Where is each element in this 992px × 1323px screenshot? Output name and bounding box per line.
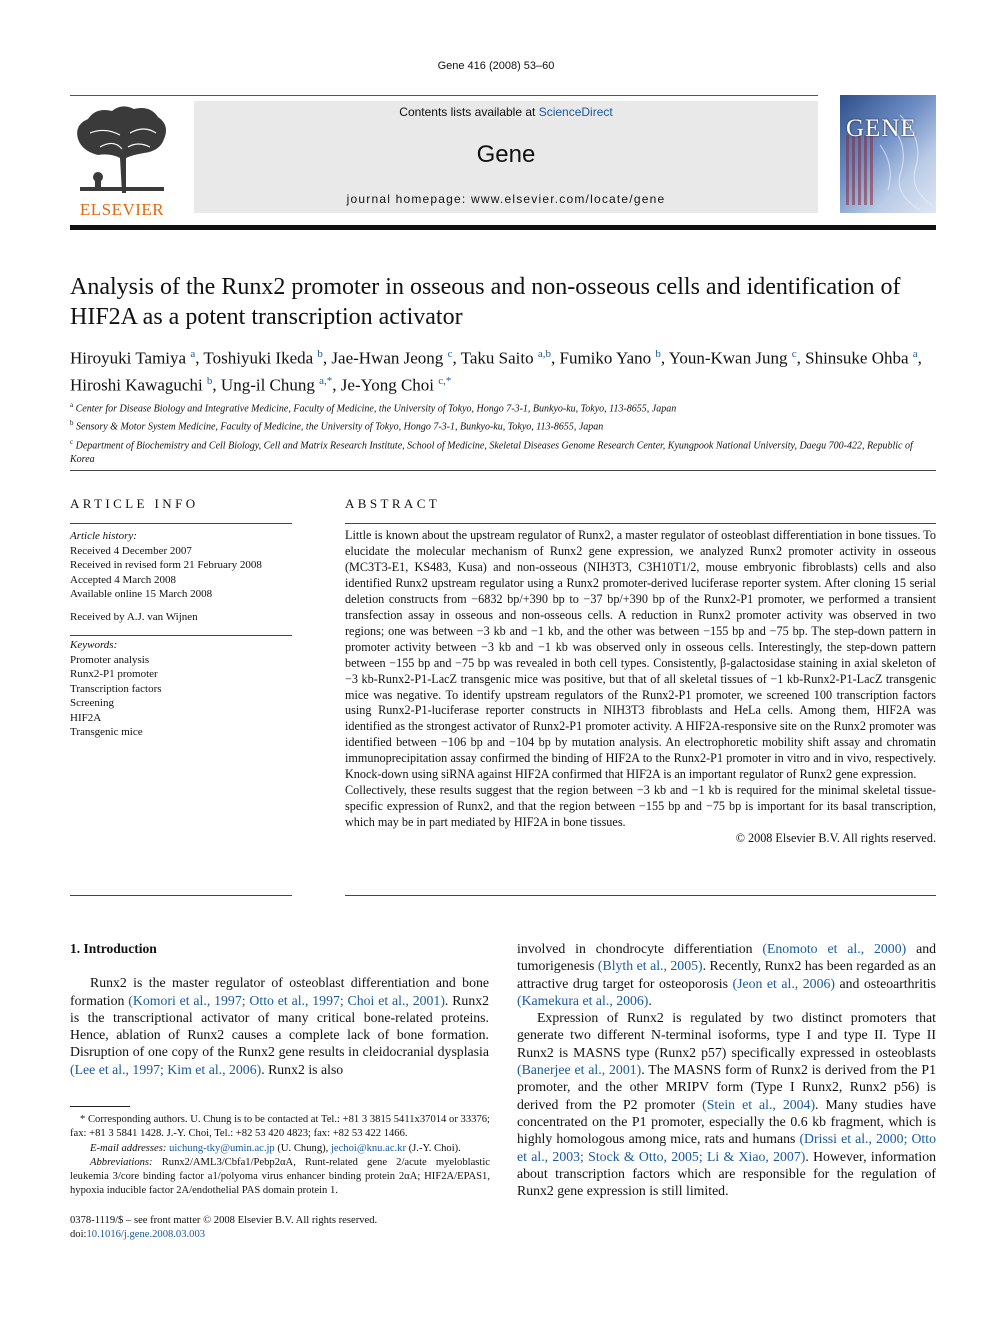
author-affiliation-marker[interactable]: a bbox=[912, 348, 918, 360]
article-info-heading: ARTICLE INFO bbox=[70, 496, 199, 511]
section-heading-introduction: 1. Introduction bbox=[70, 941, 157, 956]
author-list: Hiroyuki Tamiya $^a$, Toshiyuki Ikeda $^b$, Jae-Hwan Jeong $^c$, Taku Saito $^{a,b}$, Fumiko Yano $^b$, Youn-Kwan Jung $^c$, Shinsuke Ohba $^a$, Hiroshi Kawaguchi $^b$, Ung-il Chung $^{a,*}$, Je-Yong Choi $^{c,*}$ bbox=[70, 348, 922, 395]
journal-banner bbox=[194, 101, 818, 213]
journal-cover[interactable] bbox=[840, 95, 936, 213]
body-text: . However, information about transcription factors which are responsible for the regulation of Runx2 gene expression is still limited. bbox=[517, 1148, 936, 1199]
keywords-rule bbox=[70, 635, 292, 636]
reference-link[interactable]: (Stein et al., 2004) bbox=[702, 1096, 816, 1112]
elsevier-tree-icon bbox=[70, 103, 174, 195]
email-link[interactable]: jechoi@knu.ac.kr bbox=[330, 1142, 406, 1154]
reference-link[interactable]: (Drissi et al., 2000; Otto et al., 2003; Stock & Otto, 2005; Li & Xiao, 2007) bbox=[517, 1131, 937, 1164]
cover-pattern-icon bbox=[840, 95, 936, 213]
footnote-rule bbox=[70, 1106, 130, 1107]
author-name: Hiroshi Kawaguchi bbox=[70, 375, 203, 395]
corresponding-author-note: * Corresponding authors. U. Chung is to be contacted at Tel.: +81 3 3815 5411x37014 or 33376; fax: +81 3 5841 1428. J.-Y. Choi, Tel.: +82 53 420 4823; fax: +82 53 422 1466. bbox=[70, 1114, 490, 1140]
abstract-paragraph-2: Collectively, these results suggest that the region between −3 kb and −1 kb is required for the minimal skeletal tissue-specific expression of Runx2, and that the region between −155 bp and −75 bp is important for its basal transcription, which may be in part mediated by HIF2A in bone tissues. bbox=[345, 783, 936, 830]
reference-link[interactable]: (Lee et al., 1997; Kim et al., 2006) bbox=[70, 1061, 262, 1077]
doi-link[interactable]: 10.1016/j.gene.2008.03.003 bbox=[86, 1229, 206, 1241]
history-item-received: Received 4 December 2007 bbox=[70, 544, 192, 557]
body-text: . bbox=[648, 992, 652, 1008]
history-item-revised: Received in revised form 21 February 2008 bbox=[70, 559, 262, 571]
affiliation-text: Sensory & Motor System Medicine, Faculty of Medicine, the University of Tokyo, Hongo 7-3-1, Bunkyo-ku, Tokyo, 113-8655, Japan bbox=[76, 421, 604, 433]
keywords-label: Keywords: bbox=[70, 639, 118, 651]
affiliation-list bbox=[70, 398, 936, 467]
article-info-rule bbox=[70, 523, 292, 524]
author-name: Taku Saito bbox=[460, 348, 534, 368]
author-name: Hiroyuki Tamiya bbox=[70, 348, 187, 368]
intro-text: . Runx2 is the transcriptional activator of many critical bone-related proteins. Hence, ablation of Runx2 causes a complete lack of bone formation. Disruption of one copy of the Runx2 gene results in cleidocranial dysplasia bbox=[70, 992, 490, 1060]
sciencedirect-link[interactable]: ScienceDirect bbox=[538, 105, 613, 119]
abstract-rule bbox=[345, 523, 936, 524]
abbreviations-label: Abbreviations: bbox=[90, 1156, 162, 1168]
left-column bbox=[70, 940, 489, 1078]
received-by: Received by A.J. van Wijnen bbox=[70, 610, 198, 623]
author-affiliation-marker[interactable]: b bbox=[317, 348, 323, 360]
footnotes bbox=[70, 1113, 490, 1199]
affiliation-text: Department of Biochemistry and Cell Biology, Cell and Matrix Research Institute, School of Medicine, Skeletal Diseases Genome Research Center, Kyungpook National University, Daegu 700-422, Republic of Korea bbox=[70, 439, 913, 465]
reference-link[interactable]: (Banerjee et al., 2001) bbox=[517, 1062, 642, 1078]
reference-link[interactable]: (Enomoto et al., 2000) bbox=[762, 941, 907, 956]
author-name: Jae-Hwan Jeong bbox=[331, 348, 444, 368]
body-text: and tumorigenesis bbox=[517, 941, 937, 974]
abstract-heading: ABSTRACT bbox=[345, 496, 441, 511]
keyword-item: HIF2A bbox=[70, 711, 102, 724]
author-affiliation-marker[interactable]: a,b bbox=[537, 348, 551, 360]
keyword-item: Transgenic mice bbox=[70, 726, 143, 738]
affiliation-text: Center for Disease Biology and Integrative Medicine, Faculty of Medicine, the University of Tokyo, Hongo 7-3-1, Bunkyo-ku, Tokyo, 113-8655, Japan bbox=[75, 403, 677, 415]
intro-paragraph bbox=[70, 974, 489, 1078]
history-item-accepted: Accepted 4 March 2008 bbox=[70, 573, 176, 586]
author-name: Youn-Kwan Jung bbox=[668, 348, 788, 368]
affiliation-item bbox=[70, 435, 936, 467]
journal-citation: Gene 416 (2008) 53–60 bbox=[437, 60, 555, 72]
doi-label: doi: bbox=[70, 1229, 87, 1241]
header-thick-rule bbox=[70, 225, 936, 230]
author-affiliation-marker[interactable]: a bbox=[190, 348, 196, 360]
front-matter bbox=[70, 1214, 490, 1243]
author-affiliation-marker[interactable]: a,* bbox=[319, 374, 333, 387]
keyword-item: Promoter analysis bbox=[70, 653, 150, 666]
email-label: E-mail addresses: bbox=[90, 1142, 170, 1154]
author-affiliation-marker[interactable]: b bbox=[206, 374, 213, 387]
affiliation-marker: c bbox=[70, 437, 74, 446]
article-title: Analysis of the Runx2 promoter in osseous and non-osseous cells and identification of HIF2A as a potent transcription activator bbox=[70, 274, 901, 330]
body-text: involved in chondrocyte differentiation bbox=[517, 941, 763, 956]
banner-top-rule bbox=[70, 95, 818, 96]
reference-link[interactable]: (Jeon et al., 2006) bbox=[732, 975, 835, 991]
abbreviations-text: Runx2/AML3/Cbfa1/Pebp2αA, Runt-related gene 2/acute myeloblastic leukemia 3/core binding factor a1/polyoma virus enhancer binding protein 2αA; HIF2A/EPAS1, hypoxia inducible factor 2A/endothelial PAS domain protein 1. bbox=[70, 1156, 491, 1197]
email-note bbox=[70, 1142, 490, 1156]
abstract-copyright: © 2008 Elsevier B.V. All rights reserved. bbox=[735, 831, 936, 846]
email-link[interactable]: uichung-tky@umin.ac.jp bbox=[169, 1142, 275, 1154]
affiliation-marker: a bbox=[70, 401, 74, 409]
issn-line: 0378-1119/$ – see front matter © 2008 Elsevier B.V. All rights reserved. bbox=[70, 1215, 378, 1226]
elsevier-wordmark: ELSEVIER bbox=[79, 200, 165, 219]
author-name: Je-Yong Choi bbox=[340, 375, 435, 395]
body-paragraph bbox=[517, 1009, 936, 1199]
journal-name: Gene bbox=[476, 141, 536, 168]
reference-link[interactable]: (Kamekura et al., 2006) bbox=[517, 992, 649, 1008]
abstract-body bbox=[345, 528, 936, 847]
author-affiliation-marker[interactable]: c bbox=[791, 348, 797, 360]
intro-text: Runx2 is the master regulator of osteoblast differentiation and bone formation bbox=[70, 975, 489, 1008]
email-owner: (J.-Y. Choi). bbox=[406, 1142, 461, 1154]
email-owner: (U. Chung), bbox=[274, 1142, 331, 1154]
contents-prefix: Contents lists available at bbox=[399, 105, 539, 119]
keyword-item: Runx2-P1 promoter bbox=[70, 668, 158, 680]
abstract-paragraph-1: Little is known about the upstream regulator of Runx2, a master regulator of osteoblast differentiation in bone tissues. To elucidate the molecular mechanism of Runx2 gene expression, we analyzed Runx2 promoter activity in osseous (MC3T3-E1, KS483, Kusa) and non-osseous (NIH3T3, C3H10T1/2, mouse embryonic fibroblasts) cells and also identified Runx2 upstream regulator using a Runx2 promoter-derived luciferase reporter system. After cloning 15 serial deletion constructs from −6832 bp/+390 bp to −37 bp/+390 bp of the Runx2-P1 promoter, we performed a transient transfection assay in osseous and non-osseous cells. A reduction in Runx2 promoter activity was observed in two regions; one was between −3 kb and −1 kb, and the other was between −155 bp and −75 bp. The step-down pattern in promoter activity between −3 kb and −1 kb was observed only in osseous cells. Interestingly, the step-down pattern between −155 bp and −75 bp was revealed in both cell types. Consistently, β-galactosidase staining in axial skeleton of −3 kb-Runx2-P1-LacZ transgenic mice was positive, but that of all skeletal tissues of −1 kb-Runx2-P1-LacZ transgenic mice was negative. To identify upstream regulators of the Runx2-P1 promoter, we screened 100 transcription factors using Runx2-P1-luciferase reporter constructs in NIH3T3 fibroblasts and HeLa cells. Among them, HIF2A was identified as the strongest activator of Runx2-P1 promoter activity. A HIF2A-responsive site on the Runx2 promoter was identified between −106 bp and −104 bp by mutation analysis. An electrophoretic mobility shift assay and chromatin immunoprecipitation assay confirmed the binding of HIF2A to the Runx2-P1 promoter in vitro and in vivo, respectively. Knock-down using siRNA against HIF2A confirmed that HIF2A is an important regulator of Runx2 gene expression. bbox=[345, 528, 936, 782]
cover-title: GENE bbox=[846, 115, 917, 142]
keywords-block bbox=[70, 638, 292, 740]
journal-homepage[interactable]: journal homepage: www.elsevier.com/locate/gene bbox=[346, 192, 666, 206]
author-affiliation-marker[interactable]: c,* bbox=[438, 374, 452, 387]
affiliation-item bbox=[70, 416, 936, 434]
history-item-online: Available online 15 March 2008 bbox=[70, 588, 213, 600]
body-text: . Many studies have concentrated on the P1 promoter, especially the 0.6 kb fragment, which is highly homologous among mice, rats and humans bbox=[517, 1096, 937, 1147]
body-text: and osteoarthritis bbox=[834, 975, 937, 991]
author-affiliation-marker[interactable]: c bbox=[447, 348, 453, 360]
history-label: Article history: bbox=[70, 530, 137, 542]
author-name: Ung-il Chung bbox=[220, 375, 315, 395]
abbreviations-note bbox=[70, 1156, 490, 1199]
author-name: Fumiko Yano bbox=[559, 348, 652, 368]
author-name: Toshiyuki Ikeda bbox=[203, 348, 314, 368]
abstract-bottom-rule bbox=[345, 895, 936, 896]
keyword-item: Transcription factors bbox=[70, 682, 162, 695]
affiliation-marker: b bbox=[70, 419, 74, 428]
affiliation-item bbox=[70, 398, 936, 416]
reference-link[interactable]: (Komori et al., 1997; Otto et al., 1997; Choi et al., 2001) bbox=[128, 992, 445, 1008]
body-paragraph bbox=[517, 940, 936, 1009]
body-text: Expression of Runx2 is regulated by two distinct promoters that generate two different N-terminal isoforms, type I and type II. Type II Runx2 is MASNS type (Runx2 p57) specifically expressed in osteoblasts bbox=[517, 1010, 936, 1060]
right-column bbox=[517, 940, 936, 1199]
reference-link[interactable]: (Blyth et al., 2005) bbox=[597, 958, 703, 974]
body-text: . Recently, Runx2 has been regarded as an attractive drug target for osteoporosis bbox=[517, 958, 936, 991]
article-info bbox=[70, 529, 292, 624]
article-info-bottom-rule bbox=[70, 895, 292, 896]
elsevier-logo[interactable] bbox=[70, 103, 174, 219]
intro-text: . Runx2 is also bbox=[261, 1061, 344, 1077]
contents-line bbox=[194, 105, 818, 119]
author-name: Shinsuke Ohba bbox=[805, 348, 909, 368]
keyword-item: Screening bbox=[70, 697, 114, 709]
author-affiliation-marker[interactable]: b bbox=[655, 348, 661, 360]
affiliation-rule bbox=[70, 470, 936, 471]
doi-line bbox=[70, 1228, 490, 1242]
body-text: . The MASNS form of Runx2 is derived from the P1 promoter, and the other MRIPV form (Type I Runx2, Runx2 p56) is derived from the P2 promoter bbox=[517, 1062, 936, 1112]
